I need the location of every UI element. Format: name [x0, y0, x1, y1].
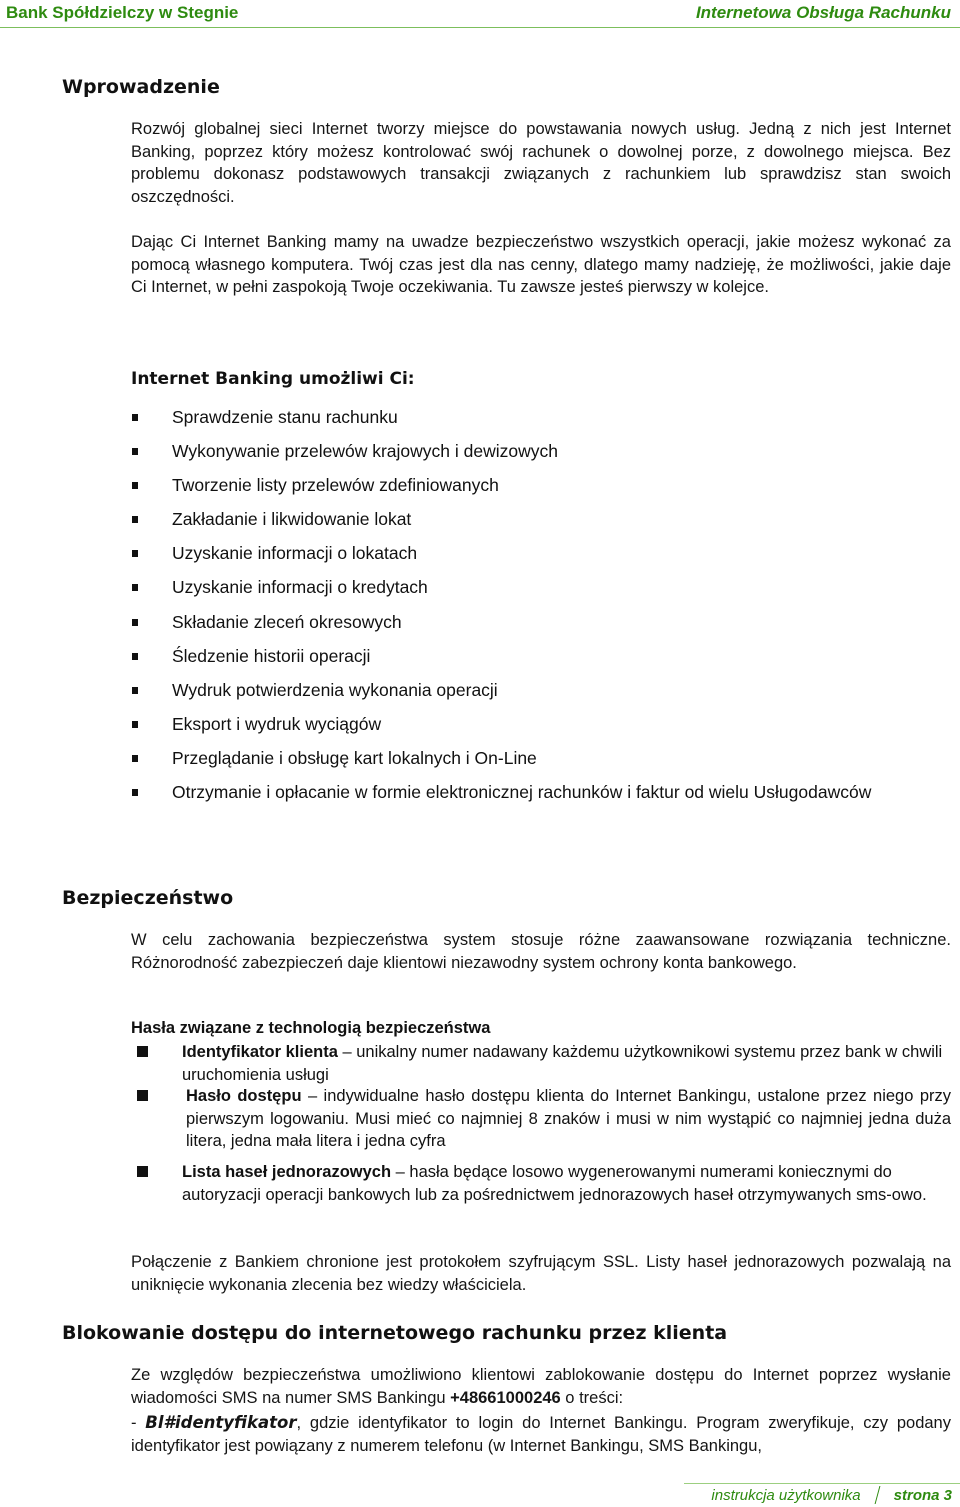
page-footer	[711, 1486, 952, 1504]
square-bullet-icon	[132, 482, 138, 489]
page-number: strona 3	[893, 1487, 952, 1504]
security-paragraph-1: W celu zachowania bezpieczeństwa system stosuje różne zaawansowane rozwiązania techniczne. Różnorodność zabezpieczeń daje klientowi niezawodny system ochrony konta bankowego.	[131, 931, 951, 972]
blocking-paragraph-2: - Bl#identyfikator, gdzie identyfikator to login do Internet Bankingu. Program zweryfikuje, czy podany identyfikator jest powiązany z numerem telefonu (w Internet Bankingu, SMS Bankingu,	[131, 1413, 951, 1455]
blocking-paragraph-1: Ze względów bezpieczeństwa umożliwiono klientowi zablokowanie dostępu do Internet poprzez wysłanie wiadomości SMS na numer SMS Bankingu +48661000246 o treści:	[131, 1366, 951, 1407]
footer-label: instrukcja użytkownika	[711, 1487, 861, 1504]
square-bullet-icon	[132, 789, 138, 796]
square-bullet-icon	[132, 619, 138, 626]
intro-paragraph-1: Rozwój globalnej sieci Internet tworzy miejsce do powstawania nowych usług. Jedną z nich jest Internet Banking, poprzez który możesz kontrolować swój rachunek o dowolnej porze, z dowolnego miejsca. Bez problemu dokonasz podstawowych transakcji związanych z rachunkiem lub sprawdzisz stan swoich oszczędności.	[131, 120, 951, 206]
header-divider	[0, 27, 960, 28]
footer-divider	[684, 1483, 960, 1484]
square-bullet-icon	[137, 1166, 148, 1177]
blocking-heading: Blokowanie dostępu do internetowego rachunku przez klienta	[62, 1322, 728, 1344]
bank-name: Bank Spółdzielczy w Stegnie	[6, 3, 239, 22]
square-bullet-icon	[137, 1046, 148, 1057]
square-bullet-icon	[132, 755, 138, 762]
sms-phone-number: +48661000246	[450, 1388, 561, 1407]
password-item-access-password: Hasło dostępu – indywidualne hasło dostępu klienta do Internet Bankingu, ustalone przez niego przy pierwszym logowaniu. Musi mieć co najmniej 8 znaków i musi w nim wystąpić co najmniej jedna duża litera, jedna mała litera i jedna cyfra	[131, 1085, 951, 1153]
sms-command: Bl#identyfikator	[145, 1413, 297, 1432]
square-bullet-icon	[132, 516, 138, 523]
square-bullet-icon	[132, 687, 138, 694]
square-bullet-icon	[132, 653, 138, 660]
square-bullet-icon	[132, 721, 138, 728]
square-bullet-icon	[137, 1090, 148, 1101]
square-bullet-icon	[132, 550, 138, 557]
password-item-client-id: Identyfikator klienta – unikalny numer nadawany każdemu użytkownikowi systemu przez bank w chwili uruchomienia usługi	[131, 1041, 951, 1086]
page-header	[0, 0, 960, 26]
intro-paragraph-2: Dając Ci Internet Banking mamy na uwadze bezpieczeństwo wszystkich operacji, jakie możesz wykonać za pomocą własnego komputera. Twój czas jest dla nas cenny, dlatego mamy nadzieję, że możliwości, jakie daje Ci Internet, w pełni zaspokoją Twoje oczekiwania. Tu zawsze jesteś pierwszy w kolejce.	[131, 233, 951, 296]
features-heading: Internet Banking umożliwi Ci:	[131, 369, 415, 389]
square-bullet-icon	[132, 584, 138, 591]
security-paragraph-2: Połączenie z Bankiem chronione jest protokołem szyfrującym SSL. Listy haseł jednorazowych pozwalają na uniknięcie wykonania zlecenia bez wiedzy właściciela.	[131, 1253, 951, 1294]
intro-heading: Wprowadzenie	[62, 76, 220, 98]
footer-separator	[874, 1486, 880, 1504]
square-bullet-icon	[132, 414, 138, 421]
passwords-heading: Hasła związane z technologią bezpieczeństwa	[131, 1019, 491, 1037]
square-bullet-icon	[132, 448, 138, 455]
password-item-one-time-list: Lista haseł jednorazowych – hasła będące losowo wygenerowanymi numerami koniecznymi do autoryzacji operacji bankowych lub za pośrednictwem jednorazowych haseł otrzymywanych sms-owo.	[131, 1161, 951, 1206]
service-name: Internetowa Obsługa Rachunku	[695, 3, 951, 22]
document-page: Bank Spółdzielczy w Stegnie Internetowa Obsługa Rachunku Wprowadzenie Rozwój globalnej sieci Internet tworzy miejsce do powstawania nowych usług. Jedną z nich jest Internet Banking, poprzez który możesz kontrolować swój rachunek o dowolnej porze, z dowolnego miejsca. Bez problemu dokonasz podstawowych transakcji związanych z rachunkiem lub sprawdzisz stan swoich oszczędności. Dając Ci Internet Banking mamy na uwadze bezpieczeństwo wszystkich operacji, jakie możesz wykonać za pomocą własnego komputera. Twój czas jest dla nas cenny, dlatego mamy nadzieję, że możliwości, jakie daje Ci Internet, w pełni zaspokoją Twoje oczekiwania. Tu zawsze jesteś pierwszy w kolejce. Internet Banking umożliwi Ci: Sprawdzenie stanu rachunku Wykonywanie przelewów krajowych i dewizowych Tworzenie listy przelewów zdefiniowanych Zakładanie i likwidowanie lokat Uzyskanie informacji o lokatach Uzyskanie informacji o kredytach Składanie zleceń okresowych Śledzenie historii operacji Wydruk potwierdzenia wykonania operacji Eksport i wydruk wyciągów Przeglądanie i obsługę kart lokalnych i On-Line Otrzymanie i opłacanie w formie elektronicznej rachunków i faktur od wielu Usługodawców Bezpieczeństwo W celu zachowania bezpieczeństwa system stosuje różne zaawansowane rozwiązania techniczne. Różnorodność zabezpieczeń daje klientowi niezawodny system ochrony konta bankowego. Hasła związane z technologią bezpieczeństwa Identyfikator klienta – unikalny numer nadawany każdemu użytkownikowi systemu przez bank w chwili uruchomienia usługi Hasło dostępu – indywidualne hasło dostępu klienta do Internet Bankingu, ustalone przez niego przy pierwszym logowaniu. Musi mieć co najmniej 8 znaków i musi w nim wystąpić co najmniej jedna duża litera, jedna mała litera i jedna cyfra Lista haseł jednorazowych – hasła będące losowo wygenerowanymi numerami koniecznymi do autoryzacji operacji bankowych lub za pośrednictwem jednorazowych haseł otrzymywanych sms-owo. Połączenie z Bankiem chronione jest protokołem szyfrującym SSL. Listy haseł jednorazowych pozwalają na uniknięcie wykonania zlecenia bez wiedzy właściciela. Blokowanie dostępu do internetowego rachunku przez klienta Ze względów bezpieczeństwa umożliwiono klientowi zablokowanie dostępu do Internet poprzez wysłanie wiadomości SMS na numer SMS Bankingu +48661000246 o treści: - Bl#identyfikator, gdzie identyfikator to login do Internet Bankingu. Program zweryfikuje, czy podany identyfikator jest powiązany z numerem telefonu (w Internet Bankingu, SMS Bankingu, instrukcja użytkownika strona 3	[0, 0, 960, 1507]
security-heading: Bezpieczeństwo	[62, 887, 234, 909]
